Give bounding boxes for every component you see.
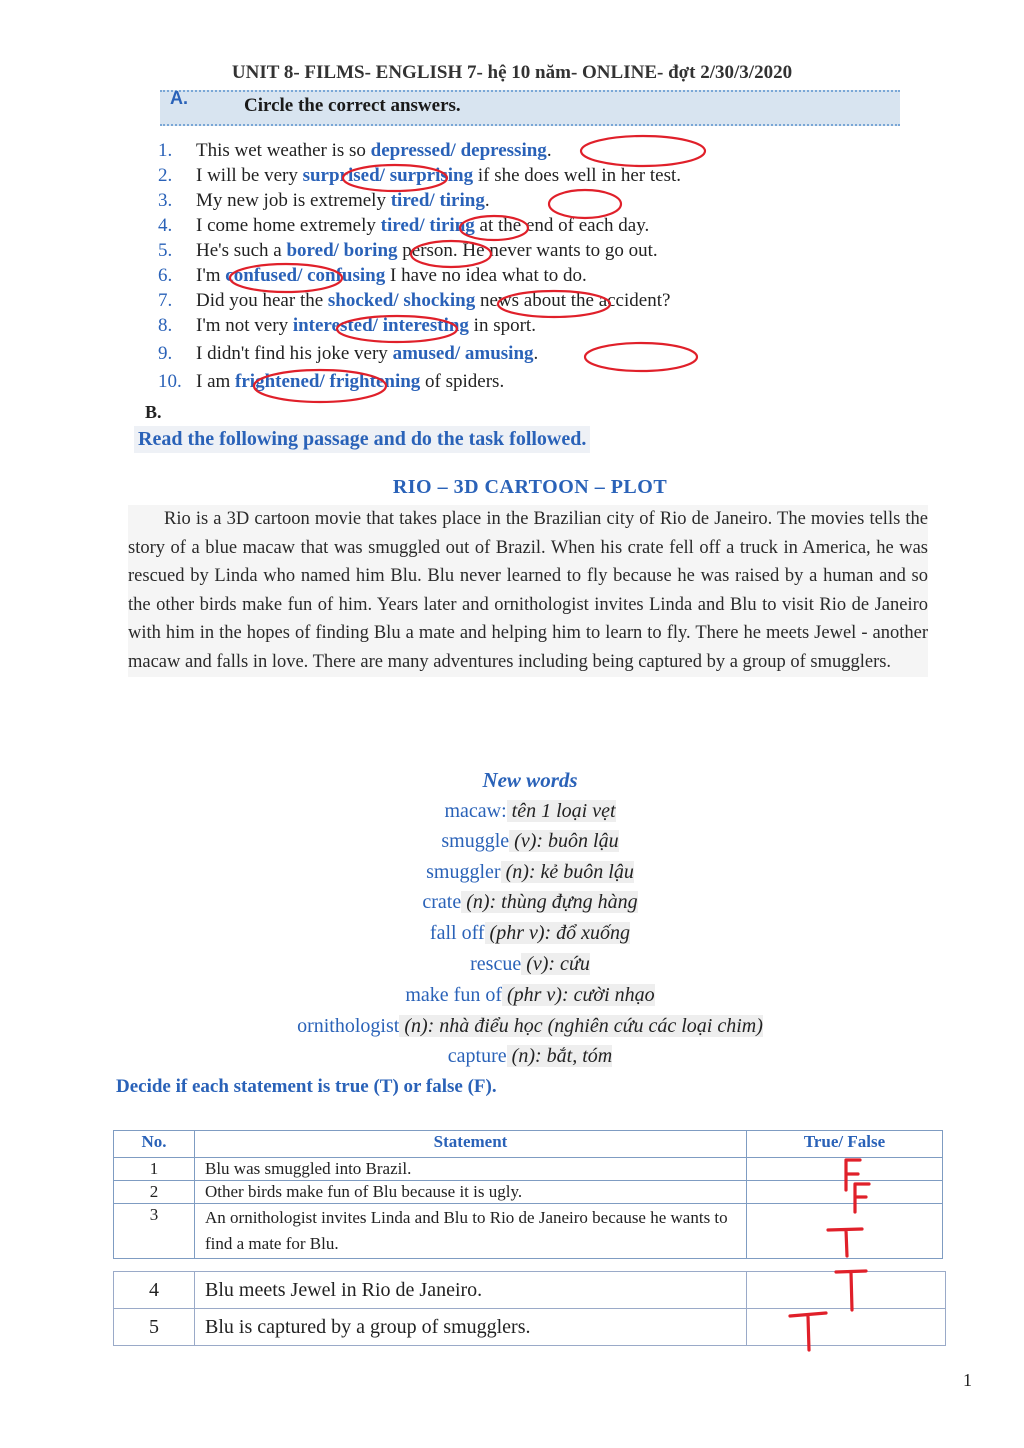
page-title: UNIT 8- FILMS- ENGLISH 7- hệ 10 năm- ONLINE- đợt 2/30/3/2020 (231, 62, 793, 83)
section-b-letter: B. (145, 402, 162, 422)
option-2[interactable]: confusing (302, 265, 386, 286)
page-number: 1 (963, 1370, 972, 1390)
task-instruction: Decide if each statement is true (T) or false (F). (116, 1076, 497, 1097)
option-2[interactable]: amusing (460, 343, 534, 364)
answer-circle (549, 190, 621, 218)
question-item: 5. He's such a bored/ boring person. He never wants to go out. (158, 240, 658, 261)
answer-circle (585, 343, 697, 371)
table-header-row (114, 1131, 943, 1158)
question-item: 1. This wet weather is so depressed/ depressing. (158, 140, 552, 161)
true-false-table-continued (113, 1271, 946, 1346)
option-1[interactable]: shocked/ (327, 290, 399, 311)
answer-cell[interactable] (747, 1181, 943, 1204)
row-number: 2 (114, 1181, 195, 1204)
question-item: 9. I didn't find his joke very amused/ amusing. (158, 343, 539, 364)
option-1[interactable]: tired/ (380, 215, 425, 236)
true-false-table (113, 1130, 943, 1259)
new-word-item: ornithologist (n): nhà điểu học (nghiên cứu các loại chim) (297, 1015, 763, 1037)
new-word-item: make fun of (phr v): cười nhạo (405, 984, 655, 1006)
option-2[interactable]: surprising (384, 165, 474, 186)
answer-cell[interactable] (747, 1272, 946, 1309)
row-number: 3 (114, 1204, 195, 1259)
question-item: 8. I'm not very interested/ interesting in sport. (158, 315, 536, 336)
option-1[interactable]: surprised/ (302, 165, 385, 186)
row-statement: Blu meets Jewel in Rio de Janeiro. (195, 1272, 747, 1309)
new-word-item: rescue (v): cứu (470, 953, 590, 975)
row-statement: Blu is captured by a group of smugglers. (195, 1309, 747, 1346)
section-b-instruction: Read the following passage and do the task followed. (134, 426, 590, 453)
new-word-item: capture (n): bắt, tóm (447, 1045, 613, 1067)
section-a-letter: A. (170, 88, 188, 108)
row-statement: Blu was smuggled into Brazil. (195, 1158, 747, 1181)
answer-cell[interactable] (747, 1158, 943, 1181)
col-header-statement: Statement (195, 1131, 747, 1158)
option-1[interactable]: confused/ (225, 265, 303, 286)
new-word-item: smuggler (n): kẻ buôn lậu (426, 861, 634, 883)
option-2[interactable]: frightening (324, 371, 421, 392)
option-2[interactable]: tiring (434, 190, 485, 211)
col-header-no: No. (114, 1131, 195, 1158)
section-a-title: Circle the correct answers. (244, 95, 461, 116)
question-item: 2. I will be very surprised/ surprising if she does well in her test. (158, 165, 682, 186)
option-2[interactable]: tiring (424, 215, 475, 236)
table-row (114, 1272, 946, 1309)
option-1[interactable]: depressed/ (370, 140, 456, 161)
option-2[interactable]: boring (338, 240, 398, 261)
question-item: 7. Did you hear the shocked/ shocking news about the accident? (158, 290, 671, 311)
answer-circle (581, 136, 705, 166)
answer-cell[interactable] (747, 1309, 946, 1346)
col-header-true-false: True/ False (747, 1131, 943, 1158)
row-number: 1 (114, 1158, 195, 1181)
new-word-item: macaw: tên 1 loại vẹt (444, 800, 616, 822)
question-item: 4. I come home extremely tired/ tiring at the end of each day. (158, 215, 650, 236)
table-row (114, 1158, 943, 1181)
table-row (114, 1309, 946, 1346)
option-2[interactable]: depressing (455, 140, 547, 161)
new-word-item: fall off (phr v): đổ xuống (429, 922, 631, 944)
new-word-item: crate (n): thùng đựng hàng (422, 891, 638, 913)
new-word-item: smuggle (v): buôn lậu (441, 830, 619, 852)
option-1[interactable]: frightened/ (235, 371, 325, 392)
option-2[interactable]: shocking (398, 290, 476, 311)
row-number: 4 (114, 1272, 195, 1309)
passage-text: Rio is a 3D cartoon movie that takes place in the Brazilian city of Rio de Janeiro. The movies tells the story of a blue macaw that was smuggled out of Brazil. When his crate fell off a truck in America, he was rescued by Linda who named him Blu. Blu never learned to fly because he was raised by a human and so the other birds make fun of him. Years later and ornithologist invites Linda and Blu to visit Rio de Janeiro with him in the hopes of finding Blu a mate and helping him to learn to fly. There he meets Jewel - another macaw and falls in love. There are many adventures including being captured by a group of smugglers. (128, 505, 928, 677)
table-row (114, 1204, 943, 1259)
question-item: 3. My new job is extremely tired/ tiring. (158, 190, 490, 211)
option-1[interactable]: amused/ (392, 343, 461, 364)
option-1[interactable]: interested/ (292, 315, 378, 336)
row-statement: An ornithologist invites Linda and Blu to Rio de Janeiro because he wants to find a mate for Blu. (195, 1204, 747, 1259)
row-statement: Other birds make fun of Blu because it is ugly. (195, 1181, 747, 1204)
table-row (114, 1181, 943, 1204)
new-words-title: New words (482, 768, 578, 792)
option-1[interactable]: bored/ (286, 240, 339, 261)
question-item: 6. I'm confused/ confusing I have no idea what to do. (158, 265, 587, 286)
question-item: 10. I am frightened/ frightening of spiders. (158, 371, 505, 392)
answer-cell[interactable] (747, 1204, 943, 1259)
option-2[interactable]: interesting (377, 315, 469, 336)
option-1[interactable]: tired/ (390, 190, 435, 211)
passage-title: RIO – 3D CARTOON – PLOT (392, 476, 668, 498)
row-number: 5 (114, 1309, 195, 1346)
